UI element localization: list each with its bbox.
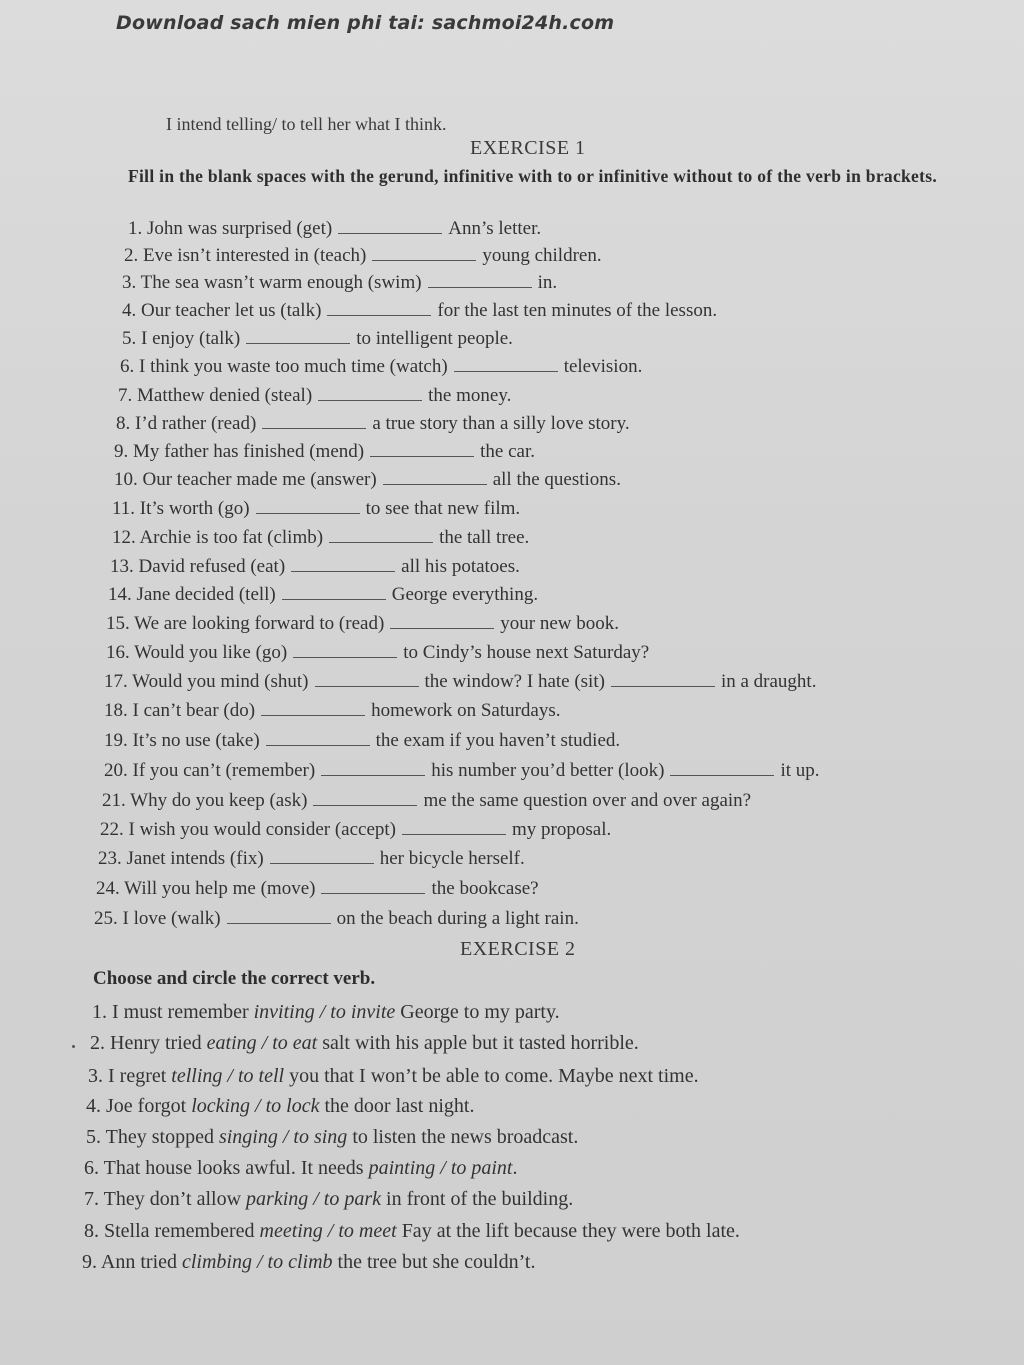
exercise1-item [110,556,520,578]
answer-blank[interactable] [428,273,532,288]
item-prompt: They don’t allow [103,1188,247,1210]
item-number: 8. [84,1220,104,1242]
item-ending: Fay at the lift because they were both late. [396,1220,740,1242]
item-number: 16. [106,642,135,663]
item-number: 25. [94,908,123,929]
item-continuation: to intelligent people. [356,328,513,349]
item-prompt: Will you help me (move) [124,878,316,899]
answer-blank[interactable] [390,614,494,629]
item-prompt: Ann tried [100,1251,182,1273]
verb-options[interactable]: eating / to eat [206,1032,318,1054]
answer-blank[interactable] [256,499,360,514]
exercise1-item [122,328,513,350]
item-prompt: David refused (eat) [138,556,286,577]
verb-options[interactable]: parking / to park [246,1188,382,1210]
answer-blank[interactable] [338,219,442,234]
exercise1-item [116,413,630,435]
exercise2-title: EXERCISE 2 [460,938,576,960]
answer-blank[interactable] [227,909,331,924]
exercise2-item [82,1251,535,1274]
item-continuation: all the questions. [492,469,621,490]
item-continuation: in. [537,272,558,293]
item-prompt: Our teacher made me (answer) [142,469,377,490]
item-number: 10. [114,469,143,490]
verb-options[interactable]: inviting / to invite [253,1001,396,1023]
item-continuation: the car. [480,441,535,462]
item-prompt: I enjoy (talk) [141,328,241,349]
exercise2-item [90,1032,639,1055]
answer-blank[interactable] [611,672,715,687]
item-number: 13. [110,556,139,577]
exercise2-item [86,1095,474,1118]
item-number: 2. [90,1032,110,1054]
item-number: 14. [108,584,137,605]
item-prompt: They stopped [105,1126,219,1148]
item-prompt: Matthew denied (steal) [137,385,313,406]
verb-options[interactable]: climbing / to climb [182,1251,333,1273]
item-number: 24. [96,878,125,899]
item-prompt: If you can’t (remember) [132,760,316,781]
answer-blank[interactable] [262,414,366,429]
item-number: 1. [92,1001,112,1023]
exercise1-item [114,469,621,491]
item-number: 5. [86,1126,106,1148]
answer-blank[interactable] [329,528,433,543]
exercise1-item [120,356,642,378]
item-prompt: That house looks awful. It needs [103,1157,369,1179]
item-number: 9. [114,441,133,462]
item-number: 2. [124,245,143,266]
item-continuation: Ann’s letter. [448,218,542,239]
item-number: 6. [84,1157,104,1179]
item-ending: the tree but she couldn’t. [332,1251,536,1273]
exercise1-item [104,760,820,782]
item-number: 17. [104,671,133,692]
item-prompt: My father has finished (mend) [133,441,365,462]
item-continuation: his number you’d better (look) [431,760,665,781]
item-continuation: your new book. [500,613,620,634]
item-prompt: Archie is too fat (climb) [139,527,324,548]
item-continuation: George everything. [391,584,539,605]
exercise1-item [122,300,717,322]
exercise1-item [128,218,541,240]
item-number: 7. [84,1188,104,1210]
item-prompt: John was surprised (get) [147,218,333,239]
item-ending: you that I won’t be able to come. Maybe next time. [284,1065,699,1087]
verb-options[interactable]: singing / to sing [218,1126,348,1148]
item-number: 6. [120,356,139,377]
item-number: 7. [118,385,137,406]
item-prompt: I think you waste too much time (watch) [139,356,448,377]
item-number: 8. [116,413,135,434]
exercise1-item [114,441,535,463]
exercise2-item [88,1065,699,1088]
item-continuation: the exam if you haven’t studied. [375,730,621,751]
exercise1-item [124,245,602,267]
exercise1-item [108,584,538,606]
item-continuation: homework on Saturdays. [371,700,561,721]
item-continuation: on the beach during a light rain. [336,908,579,929]
item-number: 5. [122,328,141,349]
verb-options[interactable]: telling / to tell [171,1065,285,1087]
answer-blank[interactable] [318,386,422,401]
item-number: 11. [112,498,140,519]
item-number: 22. [100,819,129,840]
exercise2-instruction: Choose and circle the correct verb. [93,968,376,989]
answer-blank[interactable] [402,820,506,835]
exercise2-item [92,1001,560,1024]
answer-blank[interactable] [327,301,431,316]
item-number: 15. [106,613,135,634]
item-prompt: I’d rather (read) [135,413,257,434]
item-prompt: Joe forgot [106,1095,192,1117]
exercise1-item [96,878,539,900]
exercise1-instruction: Fill in the blank spaces with the gerund, infinitive with to or infinitive without to of the verb in brackets. [128,166,938,186]
item-continuation: young children. [482,245,602,266]
item-prompt: I can’t bear (do) [132,700,256,721]
item-ending: the door last night. [319,1095,475,1117]
answer-blank[interactable] [313,791,417,806]
item-prompt: I love (walk) [122,908,221,929]
intro-sentence: I intend telling/ to tell her what I think. [166,114,447,134]
item-continuation: all his potatoes. [401,556,520,577]
item-ending: in a draught. [720,671,817,692]
exercise2-item [86,1126,578,1149]
answer-blank[interactable] [266,731,370,746]
verb-options[interactable]: locking / to lock [191,1095,320,1117]
exercise1-title: EXERCISE 1 [470,137,586,159]
answer-blank[interactable] [383,470,487,485]
item-number: 3. [122,272,141,293]
item-ending: George to my party. [395,1001,560,1023]
item-continuation: the money. [428,385,512,406]
answer-blank[interactable] [321,761,425,776]
item-continuation: my proposal. [512,819,612,840]
answer-blank[interactable] [282,585,386,600]
item-number: 1. [128,218,147,239]
item-prompt: Eve isn’t interested in (teach) [143,245,367,266]
exercise1-item [106,642,649,664]
item-prompt: Would you like (go) [134,642,288,663]
answer-blank[interactable] [291,557,395,572]
item-continuation: for the last ten minutes of the lesson. [437,300,718,321]
item-prompt: It’s no use (take) [132,730,260,751]
item-prompt: Why do you keep (ask) [130,790,308,811]
item-prompt: Our teacher let us (talk) [141,300,322,321]
answer-blank[interactable] [321,879,425,894]
item-prompt: Janet intends (fix) [126,848,264,869]
exercise1-item [98,848,525,870]
exercise1-item [104,700,561,722]
item-continuation: a true story than a silly love story. [372,413,630,434]
answer-blank[interactable] [315,672,419,687]
item-continuation: television. [563,356,643,377]
item-prompt: Henry tried [110,1032,207,1054]
item-ending: salt with his apple but it tasted horrible. [317,1032,639,1054]
exercise2-item [84,1188,573,1211]
item-number: 18. [104,700,133,721]
item-number: 20. [104,760,133,781]
answer-blank[interactable] [372,246,476,261]
item-continuation: the window? I hate (sit) [424,671,605,692]
answer-blank[interactable] [370,442,474,457]
exercise1-item [122,272,557,294]
answer-blank[interactable] [246,329,350,344]
answer-blank[interactable] [670,761,774,776]
answer-blank[interactable] [270,849,374,864]
item-prompt: I regret [108,1065,172,1087]
exercise1-item [112,498,520,520]
exercise1-item [94,908,579,930]
item-prompt: The sea wasn’t warm enough (swim) [140,272,422,293]
item-prompt: Jane decided (tell) [136,584,276,605]
item-number: 9. [82,1251,101,1273]
exercise1-item [104,730,620,752]
download-header: Download sach mien phi tai: sachmoi24h.com [116,12,615,34]
exercise1-item [104,671,816,693]
exercise1-item [102,790,751,812]
item-continuation: her bicycle herself. [379,848,525,869]
item-ending: in front of the building. [381,1188,574,1210]
exercise1-item [112,527,529,549]
item-number: 4. [122,300,141,321]
item-continuation: the tall tree. [439,527,530,548]
item-continuation: me the same question over and over again? [423,790,752,811]
answer-blank[interactable] [454,357,558,372]
item-prompt: I must remember [112,1001,254,1023]
item-prompt: We are looking forward to (read) [134,613,385,634]
item-number: 3. [88,1065,108,1087]
answer-blank[interactable] [261,701,365,716]
item-prompt: It’s worth (go) [139,498,250,519]
item-prompt: Would you mind (shut) [132,671,309,692]
item-prompt: Stella remembered [104,1220,260,1242]
exercise2-item [84,1220,740,1243]
item-ending: it up. [780,760,820,781]
item-continuation: to Cindy’s house next Saturday? [403,642,650,663]
stray-mark [72,1045,75,1048]
exercise1-item [106,613,619,635]
item-ending: to listen the news broadcast. [347,1126,579,1148]
verb-options[interactable]: meeting / to meet [259,1220,397,1242]
item-continuation: the bookcase? [431,878,539,899]
item-number: 4. [86,1095,106,1117]
item-number: 12. [112,527,140,548]
exercise1-item [100,819,611,841]
item-ending: . [512,1157,518,1179]
item-continuation: to see that new film. [365,498,521,519]
answer-blank[interactable] [293,643,397,658]
item-number: 21. [102,790,131,811]
item-number: 19. [104,730,133,751]
item-number: 23. [98,848,127,869]
verb-options[interactable]: painting / to paint [368,1157,513,1179]
exercise1-item [118,385,511,407]
exercise2-item [84,1157,518,1180]
item-prompt: I wish you would consider (accept) [128,819,397,840]
